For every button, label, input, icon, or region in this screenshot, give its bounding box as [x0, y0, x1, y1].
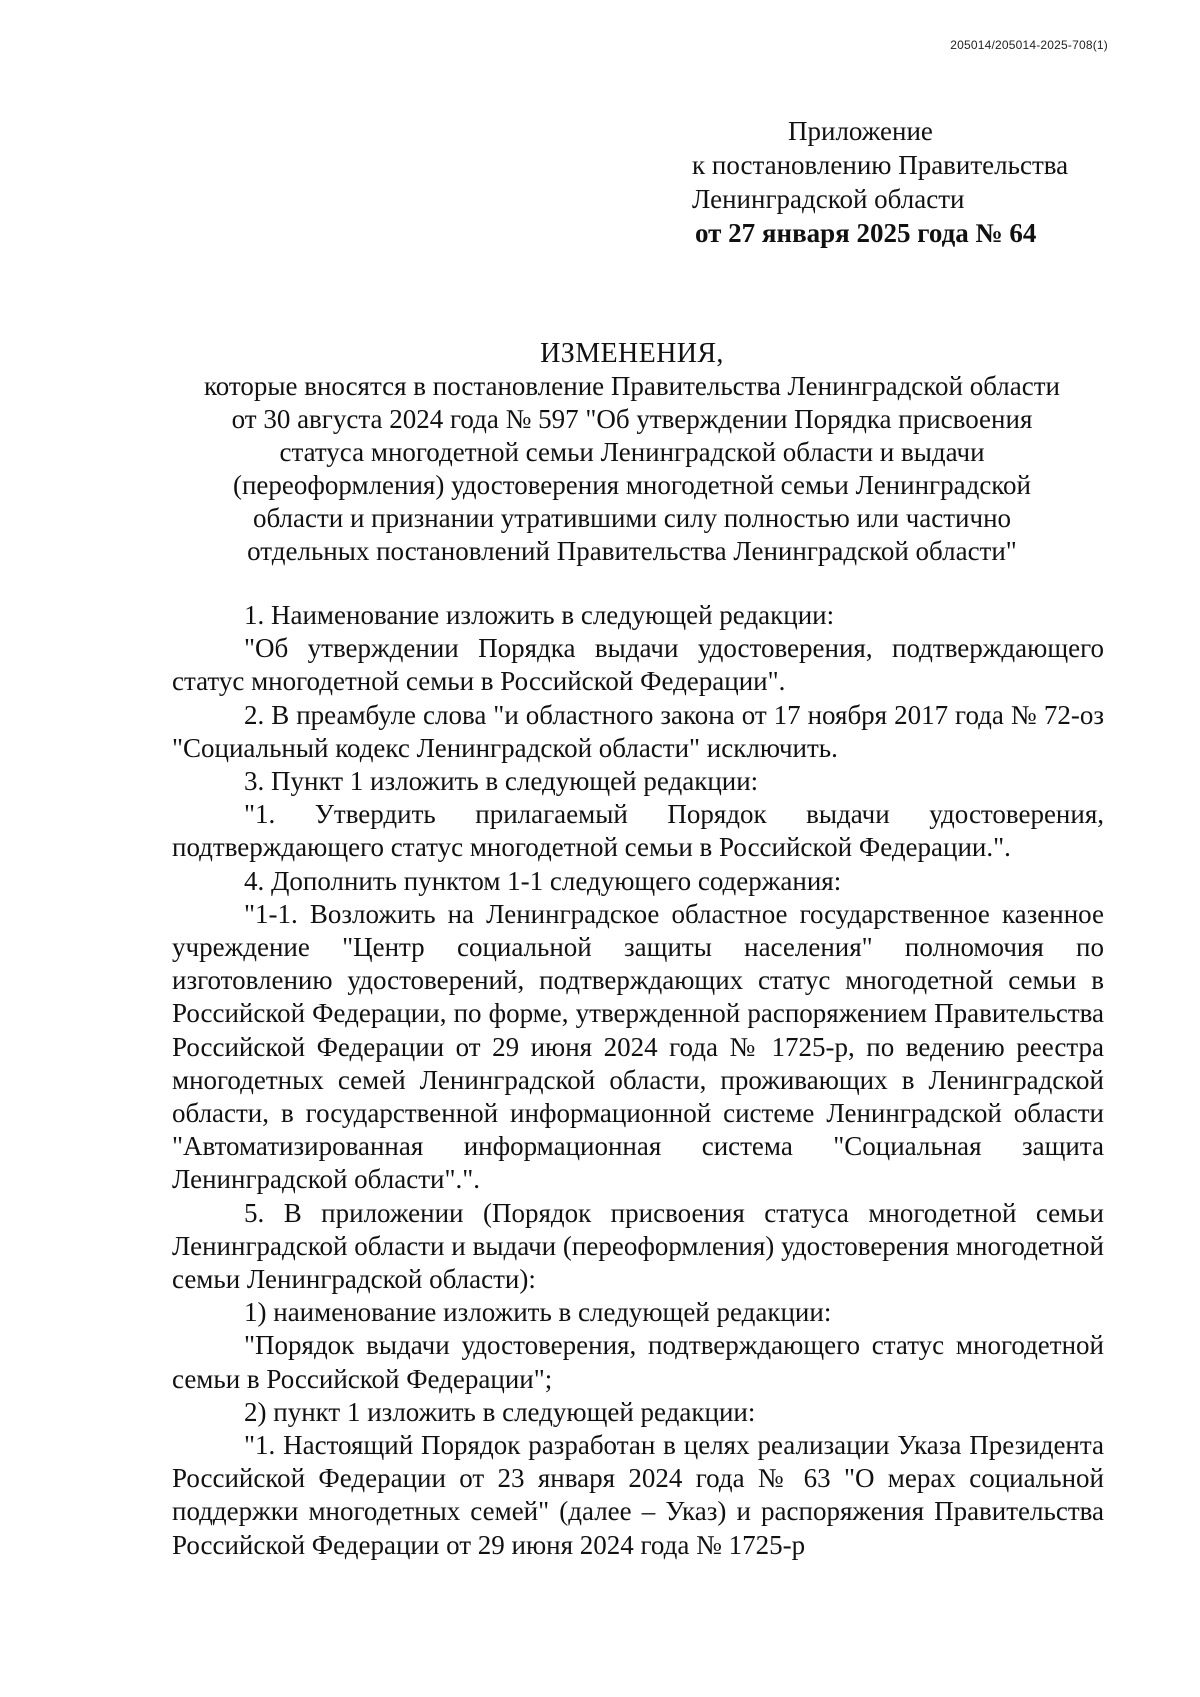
annex-date: от 27 января 2025 года № 64 — [695, 218, 1037, 248]
paragraph-4-quote: "1-1. Возложить на Ленинградское областное государственное казенное учреждение "Центр социальной защиты населения" полномочия по изготовлению удостоверений, подтверждающих статус многодетной семьи в Российской Федерации, по форме, утвержденной распоряжением Правительства Российской Федерации от 29 июня 2024 года № 1725-р, по ведению реестра многодетных семей Ленинградской области, проживающих в Ленинградской области, в государственной информационной системе Ленинградской области "Автоматизированная информационная система "Социальная защита Ленинградской области".". — [172, 898, 1104, 1195]
paragraph-3: 3. Пункт 1 изложить в следующей редакции: — [244, 766, 759, 797]
subparagraph-1: 1) наименование изложить в следующей редакции: — [244, 1297, 832, 1328]
subparagraph-2: 2) пункт 1 изложить в следующей редакции: — [244, 1396, 756, 1427]
paragraph-5: 5. В приложении (Порядок присвоения статуса многодетной семьи Ленинградской области и выдачи (переоформления) удостоверения многодетной семьи Ленинградской области): — [172, 1197, 1104, 1295]
heading-line: области и признании утратившими силу полностью или частично — [252, 503, 1012, 533]
annex-line-1: к постановлению Правительства — [692, 150, 1069, 180]
document-heading — [160, 337, 1104, 568]
annex-title: Приложение — [788, 116, 933, 146]
document-code: 205014/205014-2025-708(1) — [950, 38, 1108, 52]
heading-line: статуса многодетной семьи Ленинградской области и выдачи — [279, 437, 985, 467]
annex-block — [692, 114, 1068, 250]
heading-line: от 30 августа 2024 года № 597 "Об утверждении Порядка присвоения — [231, 404, 1033, 434]
subparagraph-2-quote: "1. Настоящий Порядок разработан в целях реализации Указа Президента Российской Федерации от 23 января 2024 года № 63 "О мерах социальной поддержки многодетных семей" (далее – Указ) и распоряжения Правительства Российской Федерации от 29 июня 2024 года № 1725-р — [172, 1430, 1104, 1560]
heading-line: которые вносятся в постановление Правительства Ленинградской области — [203, 371, 1060, 401]
heading-line: отдельных постановлений Правительства Ленинградской области" — [247, 536, 1017, 566]
subparagraph-1-quote: "Порядок выдачи удостоверения, подтверждающего статус многодетной семьи в Российской Федерации"; — [172, 1330, 1104, 1394]
paragraph-4: 4. Дополнить пунктом 1-1 следующего содержания: — [244, 865, 842, 896]
annex-line-2: Ленинградской области — [692, 184, 965, 214]
paragraph-3-quote: "1. Утвердить прилагаемый Порядок выдачи удостоверения, подтверждающего статус многодетной семьи в Российской Федерации.". — [172, 799, 1104, 863]
paragraph-1-quote: "Об утверждении Порядка выдачи удостоверения, подтверждающего статус многодетной семьи в Российской Федерации". — [172, 633, 1104, 697]
document-body — [172, 599, 1104, 1562]
heading-line: (переоформления) удостоверения многодетной семьи Ленинградской — [232, 470, 1032, 500]
heading-title: ИЗМЕНЕНИЯ, — [540, 338, 724, 369]
paragraph-1: 1. Наименование изложить в следующей редакции: — [244, 600, 835, 630]
paragraph-2: 2. В преамбуле слова "и областного закона от 17 ноября 2017 года № 72-оз "Социальный кодекс Ленинградской области" исключить. — [172, 699, 1104, 763]
